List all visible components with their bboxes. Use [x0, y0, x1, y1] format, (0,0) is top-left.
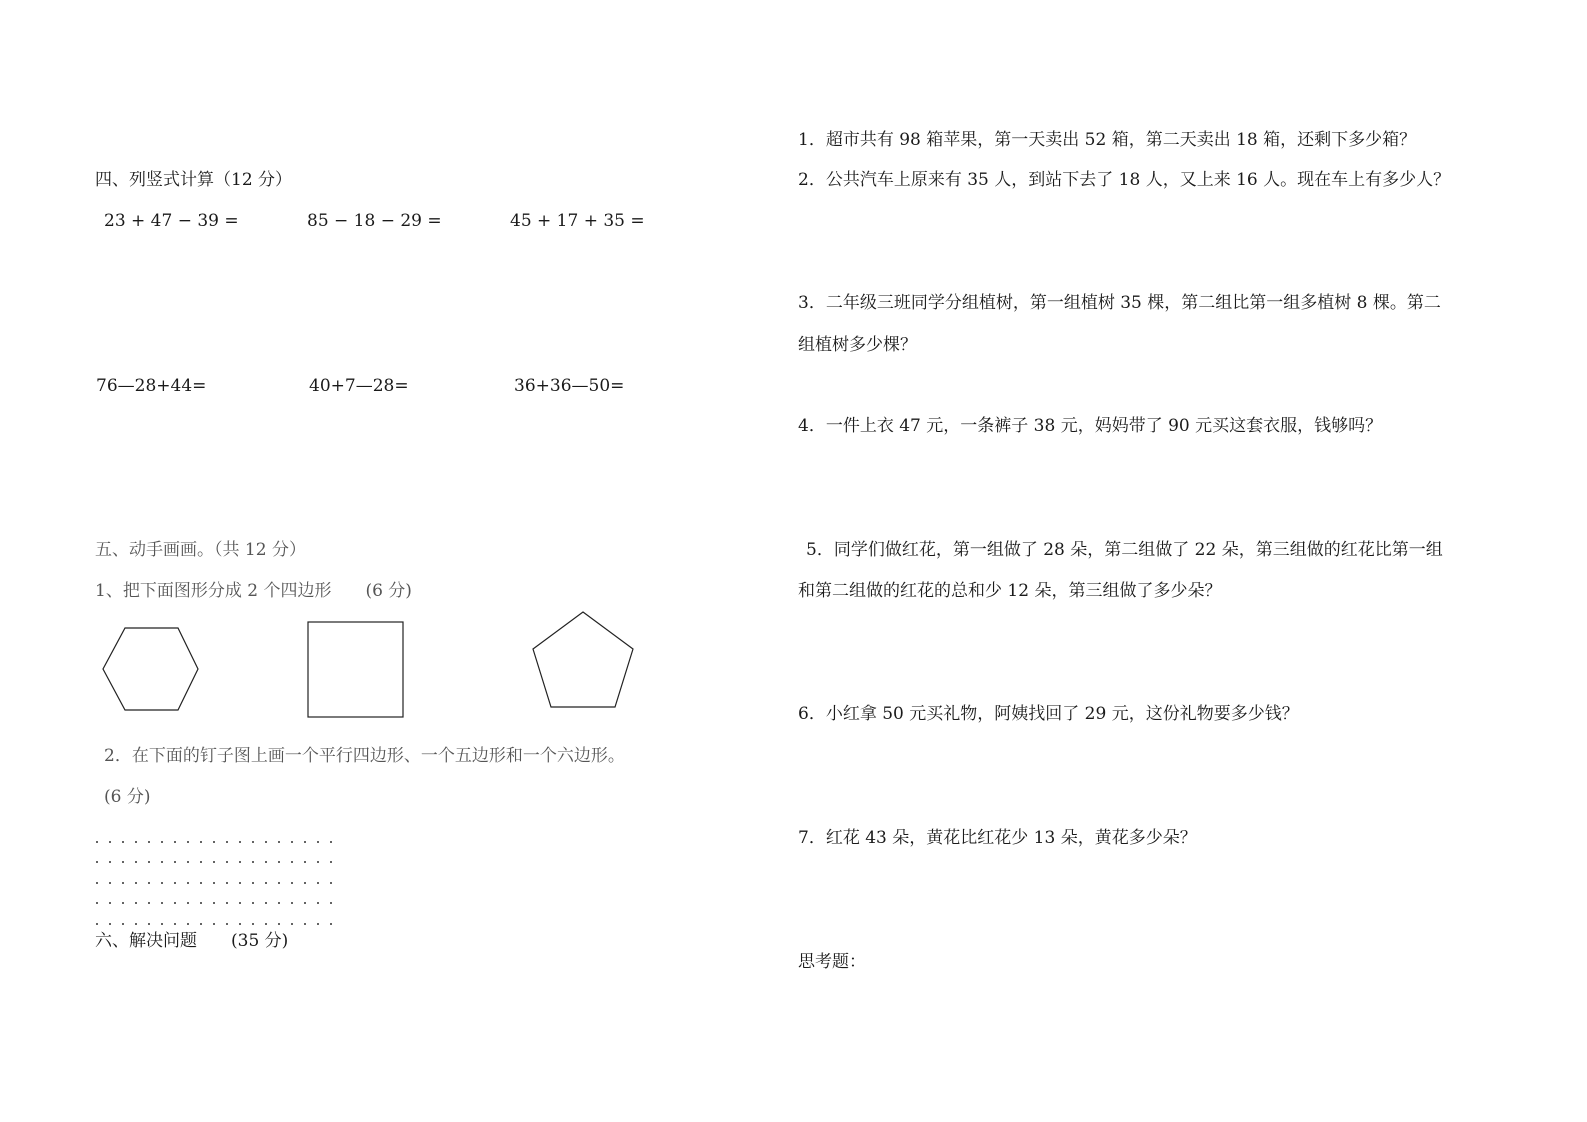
draw-question-2: 2．在下面的钉子图上画一个平行四边形、一个五边形和一个六边形。 [104, 746, 625, 766]
calc-problem-4: 76—28+44= [96, 376, 207, 396]
word-problem-1: 1．超市共有 98 箱苹果，第一天卖出 52 箱，第二天卖出 18 箱，还剩下多少箱？ [798, 130, 1417, 150]
word-problem-6: 6．小红拿 50 元买礼物，阿姨找回了 29 元，这份礼物要多少钱？ [798, 704, 1299, 724]
word-problem-5-line1: 5．同学们做红花，第一组做了 28 朵，第二组做了 22 朵，第三组做的红花比第一组 [806, 540, 1443, 560]
calc-problem-1: 23 + 47 − 39 = [104, 211, 239, 231]
dot-row [96, 843, 343, 864]
calc-problem-6: 36+36—50= [514, 376, 625, 396]
thinking-question-title: 思考题： [798, 952, 866, 972]
dot-row [96, 884, 343, 905]
section4-title: 四、列竖式计算（12 分） [95, 170, 293, 190]
word-problem-3-line1: 3．二年级三班同学分组植树，第一组植树 35 棵，第二组比第一组多植树 8 棵。第二 [798, 293, 1441, 313]
word-problem-7: 7．红花 43 朵，黄花比红花少 13 朵，黄花多少朵？ [798, 828, 1197, 848]
dot-row [96, 822, 343, 843]
dot-row [96, 904, 343, 925]
section5-title: 五、动手画画。（共 12 分） [95, 540, 306, 560]
hexagon-shape [100, 625, 202, 715]
section6-title: 六、解决问题 (35 分) [95, 931, 289, 951]
dot-row [96, 863, 343, 884]
calc-problem-3: 45 + 17 + 35 = [510, 211, 645, 231]
draw-question-1: 1、把下面图形分成 2 个四边形 (6 分) [95, 581, 412, 601]
pentagon-shape [530, 609, 636, 710]
square-shape [306, 620, 406, 720]
calc-problem-2: 85 − 18 − 29 = [307, 211, 442, 231]
calc-problem-5: 40+7—28= [309, 376, 409, 396]
word-problem-4: 4．一件上衣 47 元，一条裤子 38 元，妈妈带了 90 元买这套衣服，钱够吗？ [798, 416, 1383, 436]
draw-question-2-score: (6 分) [104, 787, 151, 807]
nail-dot-grid [96, 822, 343, 925]
word-problem-3-line2: 组植树多少棵？ [798, 335, 917, 355]
word-problem-2: 2．公共汽车上原来有 35 人，到站下去了 18 人，又上来 16 人。现在车上有多少人？ [798, 170, 1451, 190]
word-problem-5-line2: 和第二组做的红花的总和少 12 朵，第三组做了多少朵？ [798, 581, 1222, 601]
